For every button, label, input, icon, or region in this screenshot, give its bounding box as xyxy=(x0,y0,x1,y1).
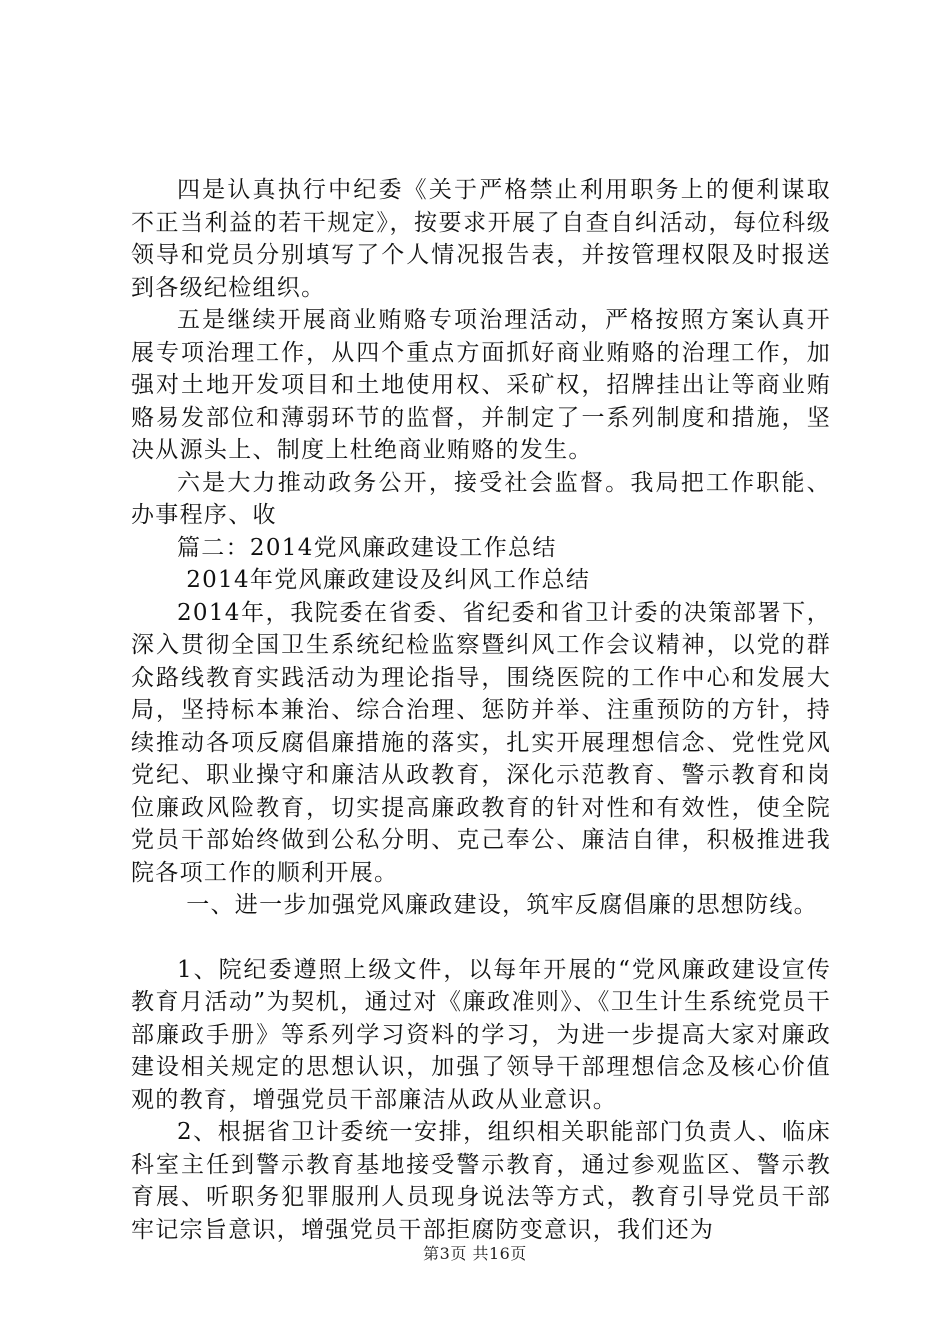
blank-line xyxy=(131,922,831,954)
document-body xyxy=(131,174,831,1246)
paragraph-6: 六是大力推动政务公开，接受社会监督。我局把工作职能、办事程序、收 xyxy=(131,469,831,528)
section-title: 篇二：2014党风廉政建设工作总结 xyxy=(177,534,557,561)
page-number: 第3页 共16页 xyxy=(423,1244,527,1263)
report-title: 2014年党风廉政建设及纠风工作总结 xyxy=(186,567,591,593)
paragraph-5: 五是继续开展商业贿赂专项治理活动，严格按照方案认真开展专项治理工作，从四个重点方面抓好商业贿赂的治理工作，加强对土地开发项目和土地使用权、采矿权，招牌挂出让等商业贿赂易发部位和薄弱环节的监督，并制定了一系列制度和措施，坚决从源头上、制度上杜绝商业贿赂的发生。 xyxy=(131,307,831,463)
paragraph-item-2: 2、根据省卫计委统一安排，组织相关职能部门负责人、临床科室主任到警示教育基地接受警示教育，通过参观监区、警示教育展、听职务犯罪服刑人员现身说法等方式，教育引导党员干部牢记宗旨意识，增强党员干部拒腐防变意识，我们还为 xyxy=(131,1119,831,1243)
section-heading-1: 一、进一步加强党风廉政建设，筑牢反腐倡廉的思想防线。 xyxy=(186,892,818,918)
paragraph-intro: 2014年，我院委在省委、省纪委和省卫计委的决策部署下，深入贯彻全国卫生系统纪检监察暨纠风工作会议精神，以党的群众路线教育实践活动为理论指导，围绕医院的工作中心和发展大局，坚持标本兼治、综合治理、惩防并举、注重预防的方针，持续推动各项反腐倡廉措施的落实，扎实开展理想信念、党性党风党纪、职业操守和廉洁从政教育，深化示范教育、警示教育和岗位廉政风险教育，切实提高廉政教育的针对性和有效性，使全院党员干部始终做到公私分明、克己奉公、廉洁自律，积极推进我院各项工作的顺利开展。 xyxy=(131,599,831,886)
paragraph-4: 四是认真执行中纪委《关于严格禁止利用职务上的便利谋取不正当利益的若干规定》，按要求开展了自查自纠活动，每位科级领导和党员分别填写了个人情况报告表，并按管理权限及时报送到各级纪检组织。 xyxy=(131,177,831,301)
paragraph-item-1: 1、院纪委遵照上级文件，以每年开展的“党风廉政建设宣传教育月活动”为契机，通过对《廉政准则》、《卫生计生系统党员干部廉政手册》等系列学习资料的学习，为进一步提高大家对廉政建设相关规定的思想认识，加强了领导干部理想信念及核心价值观的教育，增强党员干部廉洁从政从业意识。 xyxy=(131,956,831,1113)
